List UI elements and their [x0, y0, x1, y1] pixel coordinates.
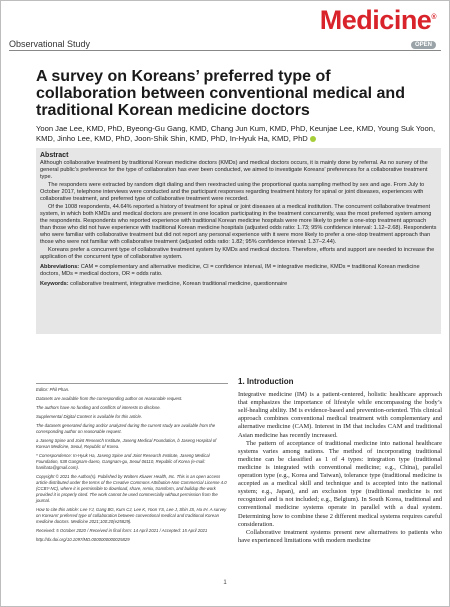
section-label: Observational Study [9, 39, 91, 49]
article-notes [36, 383, 228, 546]
keywords: Keywords: collaborative treatment, integrative medicine, Korean traditional medicine, questionnaire [40, 281, 288, 287]
author-list [36, 124, 441, 144]
note: * Correspondence: In-Hyuk Ha, Jaseng Spine and Joint Research Institute, Jaseng Medical Foundation, 538 Gangnam-daero, Gangnam-gu, Seoul 06110, Republic of Korea (e-mail: hanihata@gmail.com). [36, 453, 210, 470]
abbreviations: Abbreviations: CAM = complementary and alternative medicine, CI = confidence interval, IM = integrative medicine, KMDs = traditional Korean medicine doctors, MDs = medical doctors, OR = odds ratio. [40, 264, 420, 277]
page-number: 1 [223, 580, 227, 586]
intro-heading: 1. Introduction [238, 377, 294, 386]
abstract-paragraph: Although collaborative treatment by traditional Korean medicine doctors (KMDs) and medical doctors occurs, it is mainly done by referral. As no survey of the general public’s preference for the type of collaboration has ever been conducted, we aimed to investigate Koreans’ preferences for a collaborative treatment type. [40, 160, 428, 180]
note: Editor: Phil Phan. [36, 387, 70, 392]
note: Copyright © 2021 the Author(s). Published by Wolters Kluwer Health, Inc. This is an open access article distributed under the terms of the Creative Commons Attribution-Non Commercial License 4.0 (CCBY-NC), where it is permissible to download, share, remix, transform, and buildup the work provided it is properly cited. The work cannot be used commercially without permission from the journal. [36, 474, 227, 503]
open-access-badge: OPEN [411, 41, 436, 49]
abstract-paragraph: Koreans prefer a concurrent type of collaborative treatment system by KMDs and medical doctors. Therefore, efforts and support are needed to increase the application of the concurrent type of collaborative system. [40, 247, 435, 260]
abstract-paragraph: Of the 1008 respondents, 44.64% reported a history of treatment for spinal or joint diseases at a medical institution. The concurrent collaborative treatment system, in which both KMDs and medical doctors are present in one location participating in the treatment concurrently, was the most preferred system among the respondents. Respondents who reported experience with traditional Korean medicine hospitals were more likely to prefer a one-stop treatment approach than those who did not have experience with traditional Korean medicine hospitals (adjusted odds ratio: 1.73; 95% confidence interval: 1.12–2.68). Respondents who were familiar with collaborative treatment but did not report any personal experience with it were more likely to prefer a one-stop treatment approach than those who were not familiar with collaborative treatment (adjusted odds ratio: 1.82; 95% confidence interval: 1.37–2.44). [40, 204, 437, 245]
note: Supplemental Digital Content is available for this article. [36, 414, 143, 419]
intro-paragraph: Collaborative treatment systems present new alternatives to patients who have experienced limitations with modern medicine [238, 528, 442, 544]
notes-rule [36, 383, 228, 384]
article-title: A survey on Koreans’ preferred type of collaboration between conventional medical and traditional Korean medicine doctors [36, 68, 405, 119]
note: How to cite this article: Lee YJ, Gang BG, Kum CJ, Lee K, Yoon YS, Lee J, Shin JS, Ha IH. A survey on Koreans’ preferred type of collaboration between conventional medical and traditional Korean medicine doctors. Medicine 2021;100:20(e25829). [36, 507, 227, 524]
journal-logo: Medicine® [319, 5, 436, 35]
introduction-column [238, 378, 442, 545]
note: The authors have no funding and conflicts of interests to disclose. [36, 405, 161, 410]
header-rule [9, 50, 441, 51]
abstract-paragraph: The responders were extracted by random digit dialing and then reextracted using the proportional quota sampling method by sex and age. From July to October 2017, telephone interviews were conducted and the participant responses regarding treatment history for spinal or joint diseases, experiences with collaborative treatment, and preferred type of collaborative treatment were recorded. [40, 182, 425, 202]
note: a Jaseng Spine and Joint Research Institute, Jaseng Medical Foundation, b Jaseng Hospital of Korean Medicine, Seoul, Republic of Korea. [36, 438, 217, 449]
note: Received: 5 October 2020 / Received in final form: 14 April 2021 / Accepted: 15 April 2021 [36, 528, 208, 533]
note: Datasets are available from the corresponding author on reasonable request. [36, 396, 183, 401]
abstract-box [36, 148, 441, 334]
doi-link[interactable]: http://dx.doi.org/10.1097/MD.0000000000025829 [36, 537, 130, 542]
intro-paragraph: The pattern of acceptance of traditional medicine into national healthcare systems varies among nations. The method of incorporating traditional medicine can be classified as 1 of 4 types: integration type (traditional medicine is integrated with conventional medicine; e.g., China), parallel operation type (e.g., Korea and Taiwan), tolerance type (traditional medicine is accepted as a medical skill and technique and is accepted into the national system; e.g., Japan), and an exclusion type (traditional medicine is not recognized and is not included; e.g., Belgium). In South Korea, traditional and conventional medicine systems operate in parallel with a dual system. Determining how to combine these 2 different medical systems requires careful consideration. [238, 439, 442, 528]
note: The datasets generated during and/or analyzed during the current study are available from the corresponding author on reasonable request. [36, 423, 216, 434]
author-names: Yoon Jae Lee, KMD, PhD, Byeong-Gu Gang, KMD, Chang Jun Kum, KMD, PhD, Keunjae Lee, KMD, Young Suk Yoon, KMD, Jinho Lee, KMD, PhD, Joon-Shik Shin, KMD, PhD, In-Hyuk Ha, KMD, PhD [36, 124, 436, 143]
intro-paragraph: Integrative medicine (IM) is a patient-centered, holistic healthcare approach that emphasizes the importance of lifestyle while encompassing the body’s self-healing ability. IM is evidence-based and prevention-oriented. This clinical approach combines conventional medical treatment with complementary and alternative medicine (CAM). Interest in IM that includes CAM and traditional Asian medicine has recently increased. [238, 391, 442, 439]
abstract-heading: Abstract [40, 152, 69, 159]
orcid-icon[interactable] [310, 136, 316, 142]
